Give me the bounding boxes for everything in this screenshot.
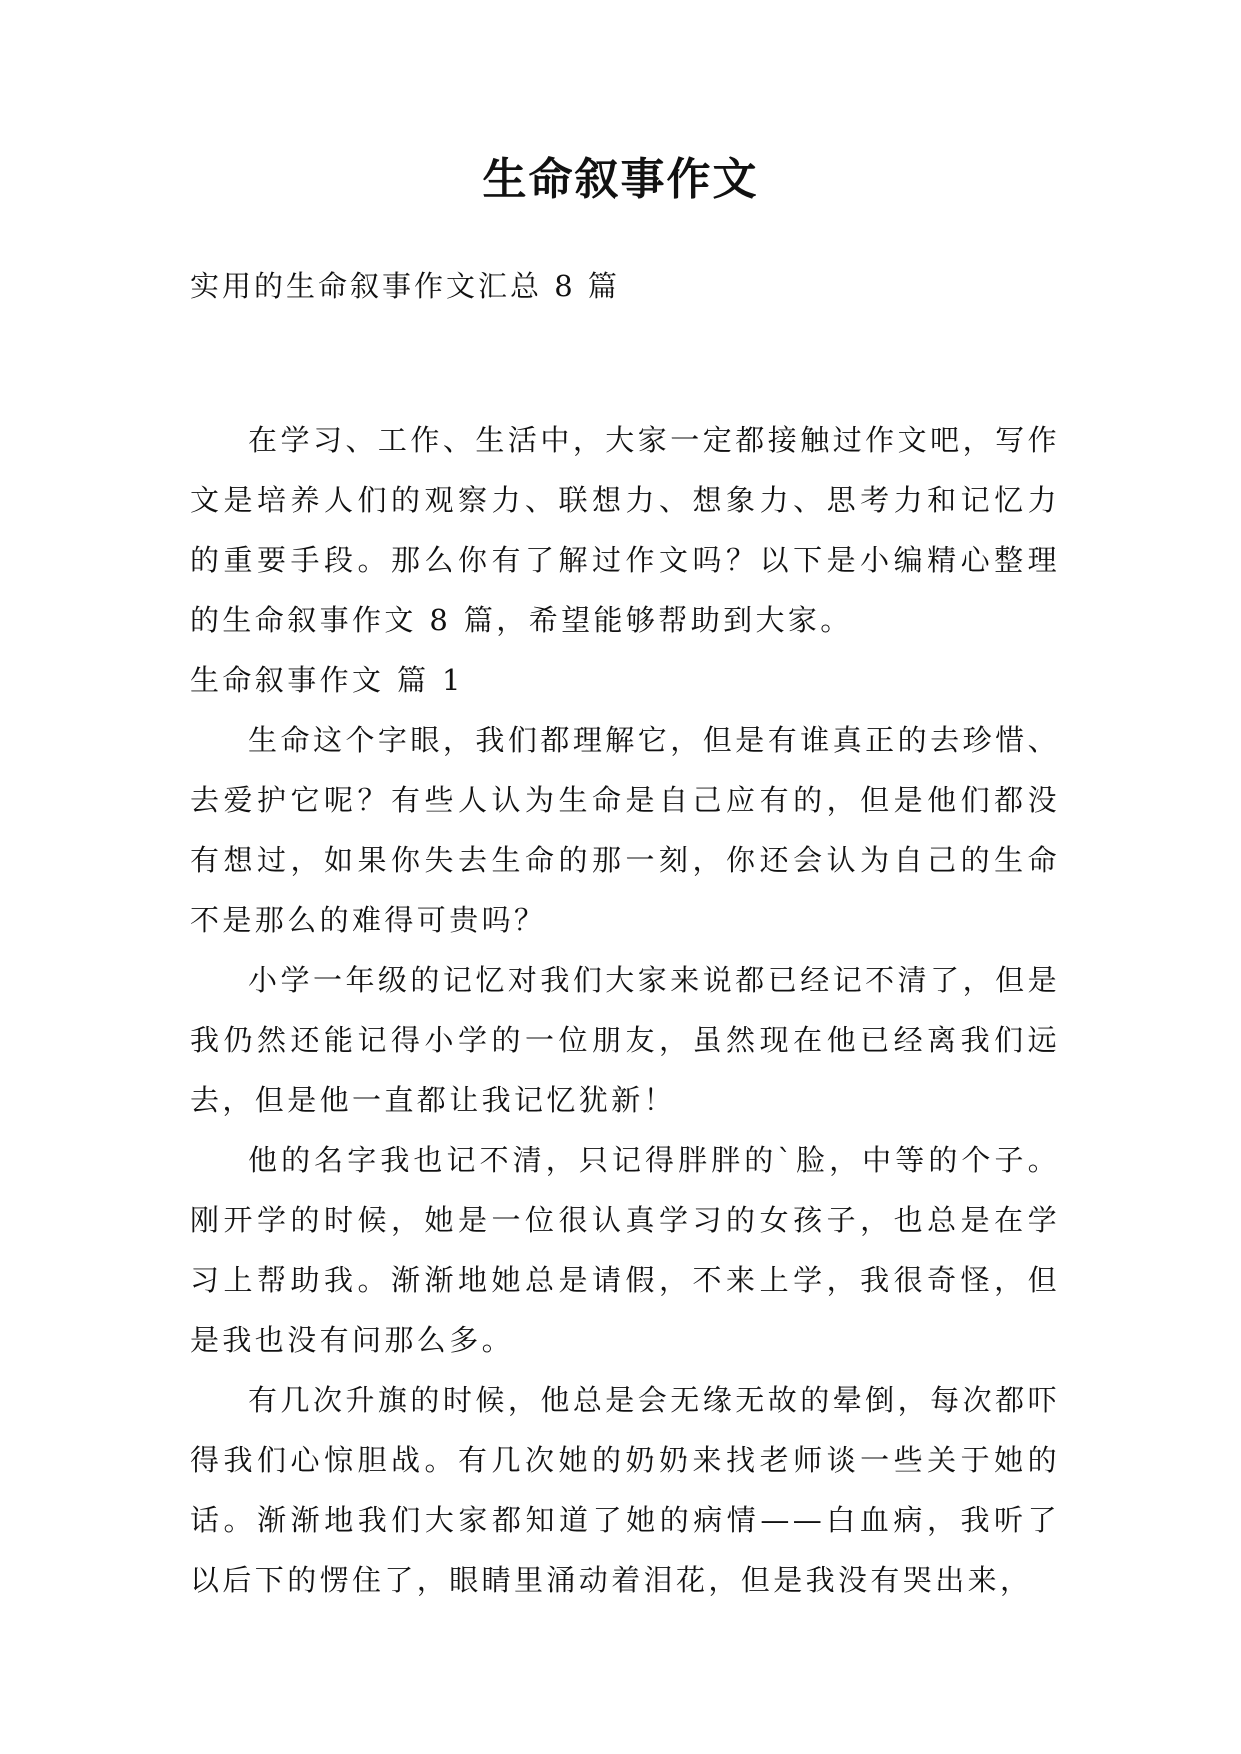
body-paragraph: 有几次升旗的时候，他总是会无缘无故的晕倒，每次都吓得我们心惊胆战。有几次她的奶奶来找老师谈一些关于她的话。渐渐地我们大家都知道了她的病情——白血病，我听了以后下的愣住了，眼睛里涌动着泪花，但是我没有哭出来，	[190, 1383, 1060, 1597]
body-paragraph: 小学一年级的记忆对我们大家来说都已经记不清了，但是我仍然还能记得小学的一位朋友，虽然现在他已经离我们远去，但是他一直都让我记忆犹新！	[190, 963, 1060, 1117]
document-subtitle: 实用的生命叙事作文汇总 8 篇	[190, 269, 620, 303]
intro-paragraph: 在学习、工作、生活中，大家一定都接触过作文吧，写作文是培养人们的观察力、联想力、想象力、思考力和记忆力的重要手段。那么你有了解过作文吗？以下是小编精心整理的生命叙事作文 8 篇，希望能够帮助到大家。	[190, 423, 1060, 637]
document-title: 生命叙事作文	[482, 154, 759, 205]
document-body	[190, 410, 1060, 1610]
body-paragraph: 生命这个字眼，我们都理解它，但是有谁真正的去珍惜、去爱护它呢？有些人认为生命是自己应有的，但是他们都没有想过，如果你失去生命的那一刻，你还会认为自己的生命不是那么的难得可贵吗？	[190, 723, 1060, 937]
section-heading: 生命叙事作文 篇 1	[190, 663, 464, 697]
body-paragraph: 他的名字我也记不清，只记得胖胖的`脸，中等的个子。刚开学的时候，她是一位很认真学习的女孩子，也总是在学习上帮助我。渐渐地她总是请假，不来上学，我很奇怪，但是我也没有问那么多。	[190, 1143, 1060, 1357]
